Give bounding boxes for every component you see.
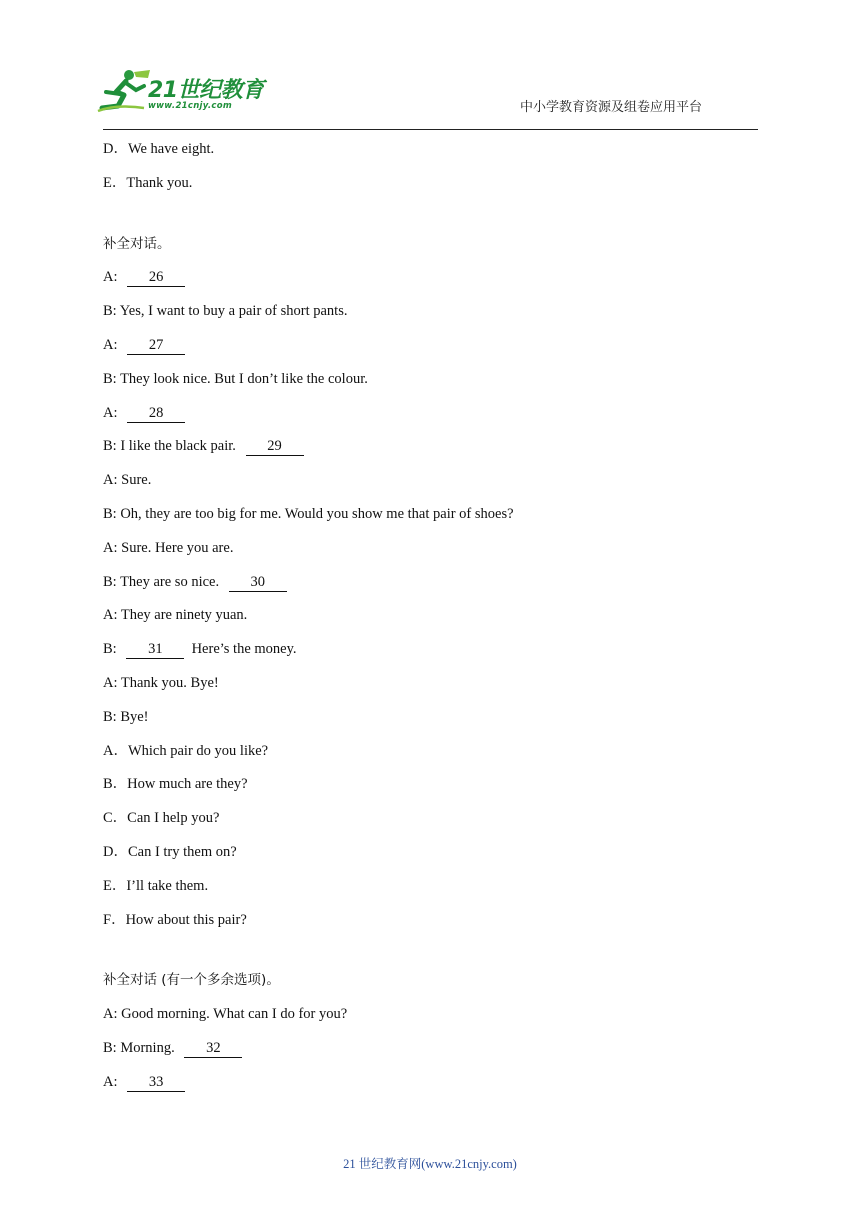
document-body bbox=[103, 139, 763, 1106]
dialogue bbox=[103, 267, 763, 740]
option-e: E．Thank you. bbox=[103, 174, 193, 191]
option-item: A．Which pair do you like? bbox=[103, 742, 269, 759]
dialogue bbox=[103, 1004, 763, 1105]
page-header bbox=[0, 0, 860, 132]
section-title: 补全对话。 bbox=[103, 235, 171, 252]
dialogue-text: B: They are so nice. bbox=[103, 573, 223, 590]
header-divider bbox=[103, 129, 758, 130]
dialogue-line bbox=[103, 707, 763, 741]
dialogue-line bbox=[103, 572, 763, 606]
dialogue-text: A: Thank you. Bye! bbox=[103, 674, 219, 691]
dialogue-text: B: Oh, they are too big for me. Would you show me that pair of shoes? bbox=[103, 505, 514, 522]
page-footer: 21 世纪教育网(www.21cnjy.com) bbox=[343, 1157, 517, 1171]
option-item: C．Can I help you? bbox=[103, 810, 220, 827]
section1-options bbox=[103, 139, 763, 207]
dialogue-line bbox=[103, 538, 763, 572]
dialogue-line bbox=[103, 403, 763, 437]
dialogue-text: A: bbox=[103, 404, 122, 421]
option-item: B．How much are they? bbox=[103, 776, 248, 793]
dialogue-text: B: They look nice. But I don’t like the colour. bbox=[103, 370, 368, 387]
dialogue-line bbox=[103, 436, 763, 470]
answer-blank[interactable]: 26 bbox=[127, 269, 185, 287]
dialogue-line bbox=[103, 639, 763, 673]
dialogue-line bbox=[103, 369, 763, 403]
option-item: E．I’ll take them. bbox=[103, 877, 209, 894]
answer-blank[interactable]: 27 bbox=[127, 337, 185, 355]
dialogue-text: A: Sure. bbox=[103, 472, 152, 489]
logo bbox=[96, 68, 266, 114]
dialogue-text: B: Morning. bbox=[103, 1039, 179, 1056]
section-title: 补全对话 (有一个多余选项)。 bbox=[103, 972, 280, 989]
platform-title: 中小学教育资源及组卷应用平台 bbox=[520, 100, 703, 115]
dialogue-text: A: bbox=[103, 269, 122, 286]
dialogue-text: B: I like the black pair. bbox=[103, 438, 240, 455]
logo-text: 21世纪教育 bbox=[148, 78, 264, 103]
dialogue-text: A: bbox=[103, 336, 122, 353]
answer-blank[interactable]: 29 bbox=[246, 438, 304, 456]
answer-blank[interactable]: 33 bbox=[127, 1074, 185, 1092]
option-item: D．Can I try them on? bbox=[103, 843, 237, 860]
runner-logo-icon bbox=[96, 68, 152, 114]
dialogue-text: B: Yes, I want to buy a pair of short pants. bbox=[103, 303, 348, 320]
dialogue-line bbox=[103, 267, 763, 301]
dialogue-text-after-blank: Here’s the money. bbox=[184, 641, 297, 658]
dialogue-text: A: Sure. Here you are. bbox=[103, 539, 234, 556]
dialogue-text: B: Bye! bbox=[103, 708, 149, 725]
dialogue-line bbox=[103, 1072, 763, 1106]
dialogue-line bbox=[103, 673, 763, 707]
option-d: D．We have eight. bbox=[103, 141, 215, 157]
section3 bbox=[103, 970, 763, 1105]
dialogue-line bbox=[103, 301, 763, 335]
dialogue-line bbox=[103, 335, 763, 369]
dialogue-line bbox=[103, 605, 763, 639]
logo-url: www.21cnjy.com bbox=[148, 101, 232, 111]
option-item: F．How about this pair? bbox=[103, 911, 247, 928]
section2 bbox=[103, 234, 763, 944]
answer-blank[interactable]: 32 bbox=[184, 1040, 242, 1058]
dialogue-line bbox=[103, 504, 763, 538]
answer-blank[interactable]: 28 bbox=[127, 405, 185, 423]
dialogue-text: A: bbox=[103, 1073, 122, 1090]
options-list bbox=[103, 741, 763, 944]
answer-blank[interactable]: 30 bbox=[229, 574, 287, 592]
dialogue-line bbox=[103, 1004, 763, 1038]
dialogue-text: B: bbox=[103, 641, 121, 658]
dialogue-text: A: Good morning. What can I do for you? bbox=[103, 1006, 348, 1023]
dialogue-line bbox=[103, 1038, 763, 1072]
dialogue-line bbox=[103, 470, 763, 504]
answer-blank[interactable]: 31 bbox=[126, 641, 184, 659]
dialogue-text: A: They are ninety yuan. bbox=[103, 607, 248, 624]
